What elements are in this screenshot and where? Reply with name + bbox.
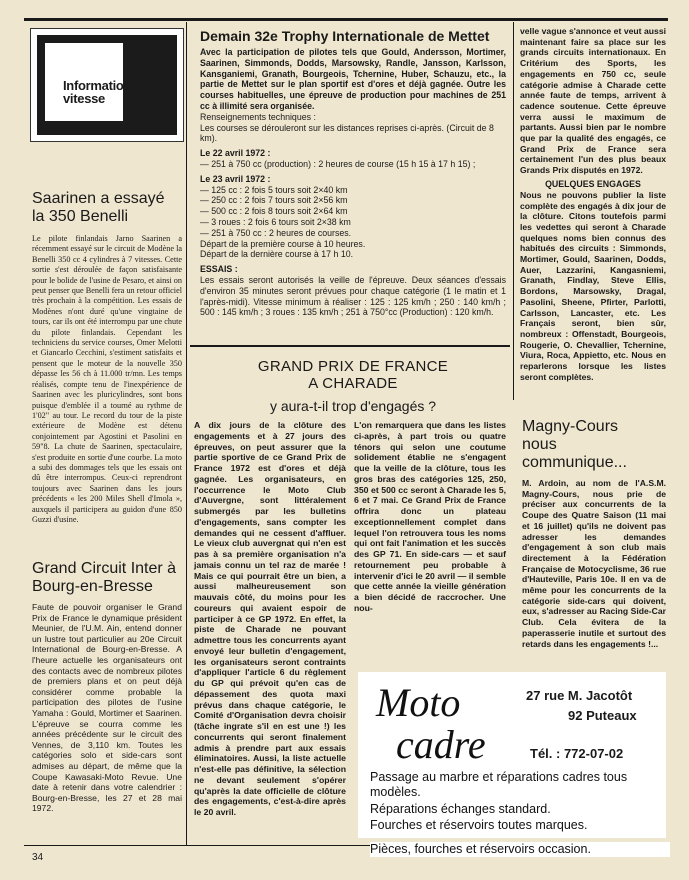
- bourg-article: [32, 560, 182, 814]
- mettet-essais-body: Les essais seront autorisés la veille de l'épreuve. Deux séances d'essais d'environ 35 minutes seront prévues pour chaque catégorie (1 le matin et 1 l'après-midi). Vitesse minimum à réaliser : 125 : 125 km/h ; 250 : 140 km/h ; 500 : 145 km/h ; 3 roues : 135 km/h ; 251 à 750°cc (Production) : 120 km/h.: [200, 274, 506, 318]
- top-rule: [24, 18, 668, 21]
- bourg-body: Faute de pouvoir organiser le Grand Prix de France le dynamique président Meunier, de l'U.M. Ain, entend donner un lustre tout particulier au 20e Circuit International de Bourg-en-Bresse. A l'heure actuelle les organisateurs ont des contacts avec de nombreux pilotes de premiers plans et on peut déjà considérer comme probable la participation des pilotes de l'usine Yamaha : Gould, Mortimer et Saarinen. L'épreuve se courra comme les années précédente sur le circuit des Vennes, de 3,110 km. Toutes les catégories solo et side-cars sont admises au départ, de même que la Coupe Kawasaki-Moto Revue. Une date à retenir dans votre calendrier : Bourg-en-Bresse, les 27 et 28 mai 1972.: [32, 602, 182, 814]
- ad-line: Pièces, fourches et réservoirs occasion.: [370, 842, 670, 857]
- mettet-intro: Avec la participation de pilotes tels que Gould, Andersson, Mortimer, Saarinen, Simmonds, Dodds, Marsowsky, Randle, Jansson, Karlsson, Kansganiemi, Granath, Bourgeois, Tchernine, Huber, Schauzu, etc., la partie de Mettet sur le plan sportif est d'ores et déjà gagnée. Outre les courses habituelles, une épreuve de production pour machines de 251 cc à illimité sera organisée.: [200, 47, 506, 111]
- motocadre-ad: [358, 672, 666, 838]
- mettet-article: [200, 28, 506, 318]
- mettet-day2-item: — 125 cc : 2 fois 5 tours soit 2×40 km: [200, 184, 348, 195]
- engages-continued: [520, 26, 666, 383]
- mettet-day2-item: Départ de la dernière course à 17 h 10.: [200, 249, 354, 260]
- mettet-essais-label: ESSAIS :: [200, 264, 238, 275]
- bourg-title-line2: Bourg-en-Bresse: [32, 578, 153, 595]
- gp-subtitle: y aura-t-il trop d'engagés ?: [269, 398, 437, 414]
- page-number: 34: [32, 852, 44, 863]
- gp-title-line2: A CHARADE: [308, 375, 398, 392]
- saarinen-body: Le pilote finlandais Jarno Saarinen a récemment essayé sur le circuit de Modène la Benelli 350 cc 4 cylindres à 7 vitesses. Cette sortie s'est déroulée de façon satisfaisante pour le bolide de l'usine de Pesaro, et ainsi on peut penser que Benelli fera un retour officiel très prochain à la compétition. Les essais de Modènes n'ont duré qu'une vingtaine de tours, car ils ont été interrompu par une chute du pilote finlandais. Cependant les techniciens du service courses, Omer Melotti et Giancarlo Cecchini, s'estiment satisfaits et pensent que le moteur de la nouvelle 350 dépasse les 56 ch à 11.000 tr/mn. Les temps réalisés, compte tenu de l'inexpérience de Saarinen avec les pluricylindres, sont bons puisque d'emblée il a tourné au rythme de 1'02" au tour. Le record du tour de la piste extérieure de Modène est détenu conjointement par Agostini et Pasolini en 59"8. La chute de Saarinen, spectaculaire, s'est produite en sortie d'une courbe. La moto a subi des dommages tels que les essais ont dû être interrompus. Ceux-ci reprendront toujours avec Saarinen dans les jours précédents « les 200 Miles Shell d'Imola », auxquels il participera au guidon d'une 850 Guzzi d'usine.: [32, 234, 182, 524]
- bourg-title: [32, 560, 182, 596]
- mettet-day1-item: — 251 à 750 cc (production) : 2 heures de course (15 h 15 à 17 h 15) ;: [200, 158, 476, 169]
- mettet-day1-label: Le 22 avril 1972 :: [200, 148, 271, 159]
- ad-line: Fourches et réservoirs toutes marques.: [370, 818, 588, 832]
- ad-line: Passage au marbre et réparations cadres tous modèles.: [370, 770, 628, 799]
- engages-subtitle: QUELQUES ENGAGES: [545, 178, 641, 189]
- engages-body1: velle vague s'annonce et veut aussi maintenant faire sa place sur les grands circuits internationaux. En Critérium des Sports, les engagements en 750 cc, seule catégorie admise à Charade cette année faute de temps, arrivent à cadence soutenue. Cette épreuve verra aussi le maximum de partants. Aussi bien par le nombre que par la qualité des engagés, ce Grand Prix de France sera certainement l'un des plus beaux Grands Prix disputés en 1972.: [520, 26, 666, 176]
- motocadre-logo: [372, 676, 512, 766]
- saarinen-article: [32, 190, 182, 525]
- logo-text-cadre: cadre: [396, 722, 486, 766]
- logo-label-line1: Informations: [63, 78, 139, 93]
- magny-title: [522, 418, 666, 472]
- magny-body: M. Ardoin, au nom de l'A.S.M. Magny-Cours, nous prie de préciser aux concurrents de la Coupe des Quatre Saison (11 mai et 16 juillet) qu'ils ne doivent pas adresser les demandes d'engagement à son club mais directement à la Fédération Française de Motocyclisme, 36 rue d'Hauteville, Paris 10e. Il en va de même pour les concurrents de la catégorie side-cars qui doivent, eux, s'adresser au Racing Side-Car Club. Cela évitera de la paperasserie inutile et surtout des retards dans les engagements !...: [522, 478, 666, 649]
- ad-phone: Tél. : 772-07-02: [530, 746, 624, 761]
- magny-title-line2: nous communique...: [522, 436, 627, 471]
- right-column-rule: [513, 22, 514, 400]
- ad-address2: 92 Puteaux: [568, 708, 637, 723]
- ad-address1: 27 rue M. Jacotôt: [526, 688, 633, 703]
- left-column-rule: [186, 22, 187, 845]
- gp-header: [200, 358, 506, 414]
- logo-label: [63, 78, 139, 106]
- gp-column-1: [194, 420, 346, 818]
- saarinen-title: [32, 190, 182, 226]
- magny-article: [522, 418, 666, 649]
- gp-title-line1: GRAND PRIX DE FRANCE: [257, 358, 449, 375]
- gp-col2-body: L'on remarquera que dans les listes ci-après, à part trois ou quatre ténors qui selon une coutume solidement établie ne s'engagent que la veille de la clôture, tous les gros bras des catégories 125, 250, 350 et 500 cc seront à Charade les 5, 6 et 7 mai. Ce Grand Prix de France offrira donc un plateau exceptionnellement complet dans lequel l'on retrouvera tous les noms qui ont fait l'animation et les succès des GP 71. En side-cars — et sauf retournement peu probable à intervenir d'ici le 20 avril — il semble que cette année la vieille génération a bien décidé de raccrocher. Une nou-: [354, 420, 506, 613]
- saarinen-title-line1: Saarinen a essayé: [32, 190, 165, 207]
- ad-line: Réparations échanges standard.: [370, 802, 551, 816]
- magny-title-line1: Magny-Cours: [522, 418, 619, 435]
- mettet-rens: Renseignements techniques :: [200, 111, 316, 122]
- mettet-day2-item: — 3 roues : 2 fois 6 tours soit 2×38 km: [200, 216, 351, 227]
- logo-text-moto: Moto: [376, 680, 461, 725]
- mettet-day2-item: — 250 cc : 2 fois 7 tours soit 2×56 km: [200, 195, 348, 206]
- mettet-title: Demain 32e Trophy Internationale de Mettet: [200, 28, 490, 44]
- mettet-day2-item: Départ de la première course à 10 heures.: [200, 238, 366, 249]
- gp-column-2: [354, 420, 506, 614]
- logo-label-line2: vitesse: [63, 91, 105, 106]
- mettet-courses: Les courses se dérouleront sur les distances reprises ci-après. (Circuit de 8 km).: [200, 122, 494, 144]
- gp-col1-body: A dix jours de la clôture des engagements et à 27 jours des épreuves, on peut assurer que la partie sportive de ce Grand Prix de France 1972 est d'ores et déjà gagnée. Les organisateurs, en l'occurrence le Moto Club d'Auvergne, sont littéralement submergés par les bulletins d'engagements, sans compter les demandes qui ne cessent d'affluer. Le vieux club auvergnat qui n'en est pas à sa première organisation n'a jamais connu un tel raz de marée ! Mais ce qui pourrait être un bien, a aussi malheureusement son mauvais côté, du moins pour les coureurs qui avaient espoir de participer à ce GP 1972. En effet, la piste de Charade ne pouvant admettre tous les concurrents ayant envoyé leur bulletin d'engagement, les organisateurs seront contraints d'appliquer l'article 6 du règlement du GP qui prévoit qu'en cas de dépassement des quota maxi prévus dans chaque catégorie, le Comité d'Organisation devra choisir (tâche ingrate s'il en est une !) les concurrents qui seront finalement admis à prendre part aux essais éliminatoires. Aussi, la liste actuelle n'est-elle pas définitive, la sélection ne devant seulement s'opérer qu'après la date officielle de clôture des engagements, c'est-à-dire après le 20 avril.: [194, 420, 346, 817]
- mettet-day2-item: — 500 cc : 2 fois 8 tours soit 2×64 km: [200, 206, 348, 217]
- mettet-bottom-rule: [190, 345, 510, 347]
- engages-body2: Nous ne pouvons publier la liste complète des engagés à dix jour de la clôture. Citons toutefois parmi les vedettes qui seront à Charade quelques noms bien connus des habitués des circuits : Simmonds, Mortimer, Gould, Saarinen, Dodds, Auer, Lazzarini, Kangasniemi, Granath, Findlay, Steve Ellis, Bordons, Marsowsky, Dragal, Pasolini, Sheene, Pfirter, Parlotti, Carlsson, Lancaster, etc. Les Français seront, bien sûr, nombreux : Offenstadt, Bourgeois, Rougerie, O. Chevallier, Tchernine, Viura, Roca, Appietto, etc. Nous en reparlerons lorsque les listes seront complètes.: [520, 189, 666, 382]
- mettet-day2-label: Le 23 avril 1972 :: [200, 173, 271, 184]
- mettet-day2-item: — 251 à 750 cc : 2 heures de courses.: [200, 227, 352, 238]
- saarinen-title-line2: la 350 Benelli: [32, 208, 129, 225]
- informations-vitesse-logo: [30, 28, 184, 142]
- bourg-title-line1: Grand Circuit Inter à: [32, 560, 177, 577]
